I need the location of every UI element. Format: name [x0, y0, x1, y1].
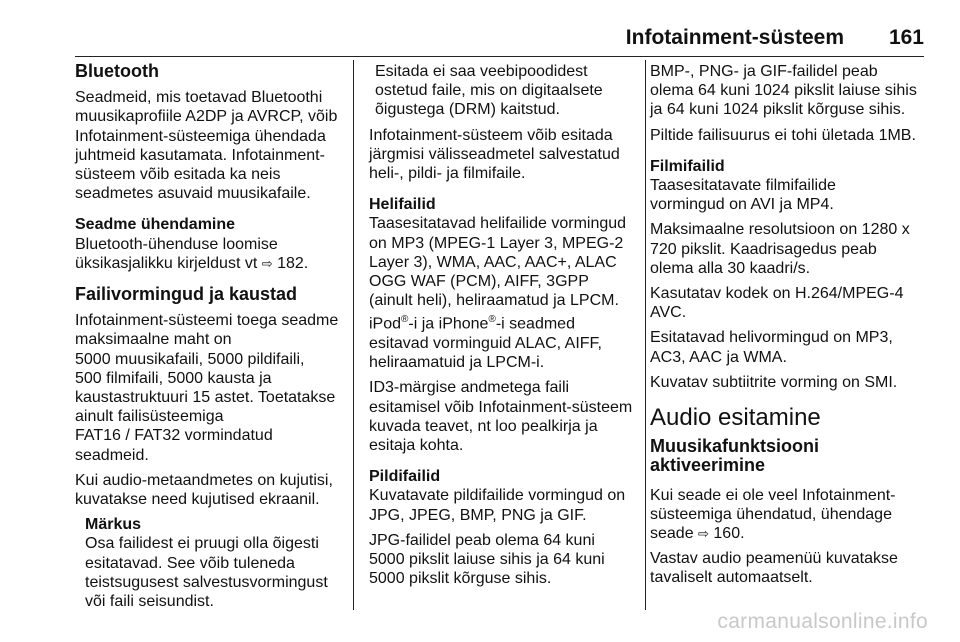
- text-line: [369, 310, 634, 334]
- text-line: teistsugusest salvestusvormingust: [85, 573, 328, 591]
- movie-files-paragraph: [650, 176, 930, 214]
- audio-playback-heading: Audio esitamine: [650, 404, 821, 432]
- text-line: heliraamatuid ja LPCM-i.: [369, 354, 545, 372]
- text-line: 5000 pikslit kõrguse sihis.: [369, 570, 552, 588]
- text-line: Kuvatavate pildifailide vormingud on: [369, 487, 626, 505]
- registered-mark: ®: [488, 314, 496, 326]
- text-line: vormingud on AVI ja MP4.: [650, 196, 834, 214]
- column-divider: [353, 60, 354, 610]
- page-header: [75, 14, 924, 57]
- bluetooth-paragraph: [75, 88, 345, 203]
- text-line: [650, 524, 930, 543]
- id3-paragraph: [369, 378, 634, 455]
- text-line: seadmeid.: [75, 446, 149, 464]
- text-line: ainult failisüsteemiga: [75, 408, 224, 426]
- text-fragment: seade: [650, 525, 694, 543]
- connect-heading: Seadme ühendamine: [75, 216, 236, 234]
- activation-paragraph: [650, 486, 930, 544]
- formats-heading: Failivormingud ja kaustad: [75, 284, 298, 305]
- text-line: JPG, JPEG, BMP, PNG ja GIF.: [369, 506, 587, 524]
- text-fragment: -i ja iPhone: [408, 315, 489, 333]
- drm-paragraph: [375, 62, 634, 120]
- text-line: tavaliselt automaatselt.: [650, 569, 813, 587]
- text-line: süsteemiga ühendatud, ühendage: [650, 505, 892, 523]
- menu-paragraph: [650, 549, 930, 587]
- text-line: Esitada ei saa veebipoodidest: [375, 63, 588, 80]
- text-line: AC3, AAC ja WMA.: [650, 348, 787, 366]
- text-line: Taasesitatavate filmifailide: [650, 177, 836, 195]
- text-line: Layer 3), WMA, AAC, AAC+, ALAC: [369, 253, 617, 271]
- text-line: 5000 pikslit laiuse sihis ja 64 kuni: [369, 551, 605, 568]
- text-line: Infotainment-süsteem võib esitada: [369, 126, 613, 144]
- watermark: carmanualsonline.info: [717, 610, 928, 633]
- text-line: olema 64 kuni 1024 pikslit laiuse sihis: [650, 82, 917, 100]
- ipod-paragraph: [369, 310, 634, 372]
- text-line: JPG-failidel peab olema 64 kuni: [369, 531, 595, 549]
- text-line: Vastav audio peamenüü kuvatakse: [650, 550, 898, 568]
- text-line: Infotainment-süsteemiga ühendada: [75, 127, 326, 145]
- text-line: BMP-, PNG- ja GIF-failidel peab: [650, 63, 878, 80]
- text-line: AVC.: [650, 304, 687, 322]
- text-line: Piltide failisuurus ei tohi ületada 1MB.: [650, 126, 916, 144]
- page-reference-link[interactable]: 182.: [277, 254, 309, 272]
- connect-paragraph: [75, 235, 345, 273]
- column-1: [75, 62, 345, 611]
- column-2: [369, 62, 634, 588]
- text-line: Infotainment-süsteemi toega seadme: [75, 312, 339, 330]
- text-line: Osa failidest ei pruugi olla õigesti: [85, 535, 319, 553]
- column-3: [650, 62, 930, 588]
- page-reference-arrow-icon: ⇨: [261, 255, 273, 271]
- jpg-paragraph: [369, 531, 634, 589]
- header-title: Infotainment-süsteem: [625, 26, 844, 49]
- text-line: OGG WAF (PCM), AIFF, 3GPP: [369, 273, 589, 291]
- music-activation-heading: Muusikafunktsiooni aktiveerimine: [650, 436, 820, 476]
- text-line: järgmisi välisseadmetel salvestatud: [369, 145, 620, 163]
- text-line: esitavad vorminguid ALAC, AIFF,: [369, 334, 602, 352]
- text-line: Kuvatav subtiitrite vorming on SMI.: [650, 373, 898, 391]
- metadata-paragraph: [75, 471, 345, 509]
- text-fragment: -i seadmed: [495, 315, 575, 333]
- note-block: [85, 515, 345, 611]
- text-line: muusikaprofiile A2DP ja AVRCP, võib: [75, 108, 338, 126]
- registered-mark: ®: [401, 314, 409, 326]
- audio-files-heading: Helifailid: [369, 196, 436, 214]
- text-line: õigustega (DRM) kaitstud.: [375, 101, 560, 119]
- bmp-paragraph: [650, 62, 930, 120]
- text-line: juhtmeid kasutamata. Infotainment-: [75, 146, 325, 164]
- page-reference-arrow-icon: ⇨: [698, 526, 709, 542]
- movie-files-heading: Filmifailid: [650, 157, 725, 175]
- text-line: Seadmeid, mis toetavad Bluetoothi: [75, 89, 323, 107]
- text-line: maksimaalne maht on: [75, 331, 232, 349]
- page-number: 161: [888, 26, 924, 49]
- text-line: ostetud faile, mis on digitaalsete: [375, 82, 603, 100]
- text-fragment: üksikasjalikku kirjeldust vt: [75, 254, 258, 272]
- text-line: FAT16 / FAT32 vormindatud: [75, 427, 273, 445]
- text-line: [75, 254, 345, 273]
- text-line: kuvatakse need kujutised ekraanil.: [75, 491, 320, 509]
- text-line: seadmetes asuvaid muusikafaile.: [75, 185, 311, 203]
- text-line: 5000 muusikafaili, 5000 pildifaili,: [75, 350, 305, 368]
- text-line: kaustastruktuuri 15 astet. Toetatakse: [75, 389, 336, 407]
- text-line: Esitatavad helivormingud on MP3,: [650, 329, 893, 347]
- text-line: 720 pikslit. Kaadrisagedus peab: [650, 240, 877, 258]
- text-fragment: iPod: [369, 315, 402, 333]
- image-files-paragraph: [369, 486, 634, 524]
- text-line: või faili seisundist.: [85, 593, 214, 611]
- text-line: ja 64 kuni 1024 pikslit kõrguse sihis.: [650, 101, 906, 119]
- sound-format-paragraph: [650, 328, 930, 366]
- subtitle-paragraph: [650, 373, 930, 392]
- text-line: esitamisel võib Infotainment-süsteem: [369, 398, 633, 416]
- note-heading: Märkus: [85, 516, 142, 534]
- text-line: Bluetooth-ühenduse loomise: [75, 235, 278, 253]
- page-reference-link[interactable]: 160.: [713, 525, 745, 543]
- text-line: Kasutatav kodek on H.264/MPEG-4: [650, 285, 904, 303]
- filesize-paragraph: [650, 126, 930, 145]
- text-line: esitaja kohta.: [369, 436, 464, 454]
- text-line: heli-, pildi- ja filmifaile.: [369, 165, 526, 183]
- audio-files-paragraph: [369, 214, 634, 310]
- note-text: [85, 534, 345, 611]
- text-line: on MP3 (MPEG-1 Layer 3, MPEG-2: [369, 234, 624, 252]
- column-divider: [645, 60, 646, 610]
- formats-paragraph: [75, 311, 345, 465]
- resolution-paragraph: [650, 220, 930, 278]
- text-line: süsteem võib esitada ka neis: [75, 166, 281, 184]
- text-line: (ainult heli), heliraamatud ja LPCM.: [369, 292, 619, 310]
- text-line: Maksimaalne resolutsioon on 1280 x: [650, 221, 910, 239]
- text-line: 500 filmifaili, 5000 kausta ja: [75, 369, 272, 387]
- text-line: olema alla 30 kaadri/s.: [650, 259, 811, 277]
- text-line: ID3-märgise andmetega faili: [369, 379, 570, 397]
- text-line: Kui seade ei ole veel Infotainment-: [650, 486, 896, 504]
- codec-paragraph: [650, 284, 930, 322]
- playable-paragraph: [369, 126, 634, 184]
- image-files-heading: Pildifailid: [369, 468, 441, 486]
- text-line: esitatavad. See võib tuleneda: [85, 554, 295, 572]
- text-line: kuvada teavet, nt loo pealkirja ja: [369, 417, 598, 435]
- bluetooth-heading: Bluetooth: [75, 61, 159, 81]
- text-line: Taasesitatavad helifailide vormingud: [369, 215, 627, 233]
- text-line: Kui audio-metaandmetes on kujutisi,: [75, 471, 333, 489]
